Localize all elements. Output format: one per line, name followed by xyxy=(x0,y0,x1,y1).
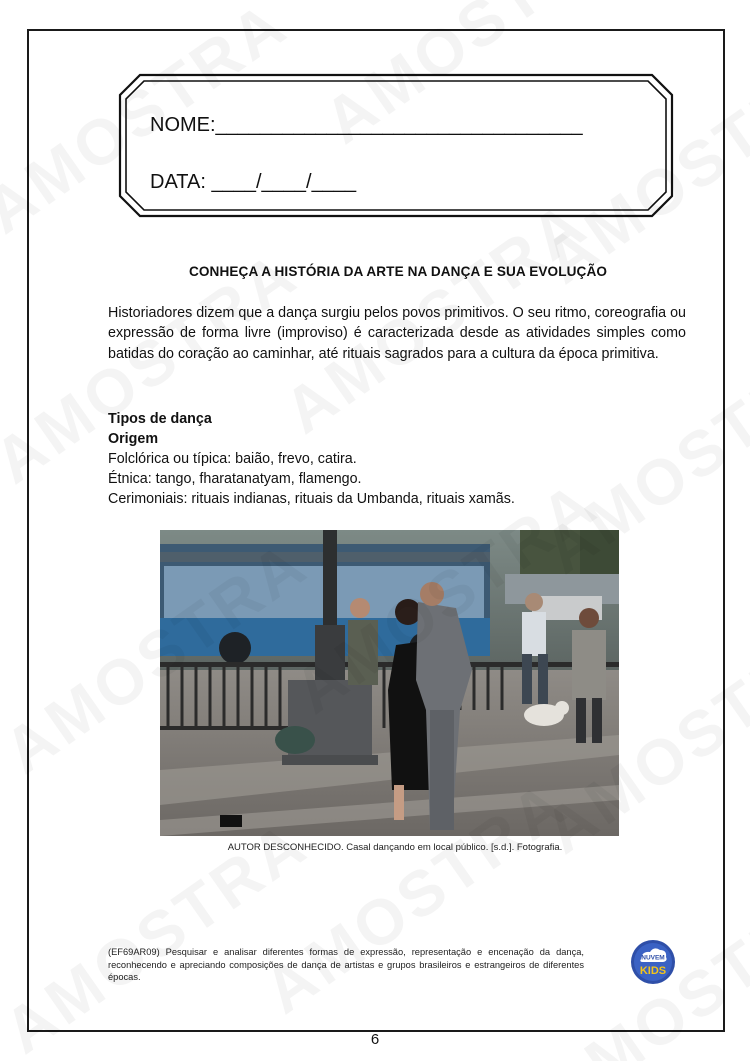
curriculum-footnote: (EF69AR09) Pesquisar e analisar diferentes formas de expressão, representação e encenação da dança, reconhecendo e apreciando composições de dança de artistas e grupos brasileiros e estrangeiros de diferentes épocas. xyxy=(108,947,584,983)
types-subheading: Origem xyxy=(108,431,159,447)
types-heading: Tipos de dança xyxy=(108,411,212,427)
dancing-couple-photo xyxy=(160,530,619,836)
name-field: NOME:_________________________________ xyxy=(150,114,583,136)
list-item: Folclórica ou típica: baião, frevo, catira. xyxy=(108,451,357,467)
page-number: 6 xyxy=(370,1031,380,1048)
dance-types-section xyxy=(108,409,686,509)
logo-bottom-text: KIDS xyxy=(639,965,667,977)
name-date-box xyxy=(118,73,674,218)
list-item: Cerimoniais: rituais indianas, rituais da Umbanda, rituais xamãs. xyxy=(108,491,515,507)
list-item: Étnica: tango, fharatanatyam, flamengo. xyxy=(108,471,362,487)
logo-top-text: NUVEM xyxy=(641,954,665,962)
intro-paragraph: Historiadores dizem que a dança surgiu pelos povos primitivos. O seu ritmo, coreografia ou expressão de forma livre (improviso) é caracterizada desde as atividades simples como batidas do coração ao caminhar, até rituais sagrados para a cultura da época primitiva. xyxy=(108,305,686,362)
date-field: DATA: ____/____/____ xyxy=(150,171,357,193)
page-title: CONHEÇA A HISTÓRIA DA ARTE NA DANÇA E SUA EVOLUÇÃO xyxy=(188,264,608,279)
nuvem-kids-logo xyxy=(630,939,676,985)
photo-caption: AUTOR DESCONHECIDO. Casal dançando em local público. [s.d.]. Fotografia. xyxy=(227,842,563,853)
